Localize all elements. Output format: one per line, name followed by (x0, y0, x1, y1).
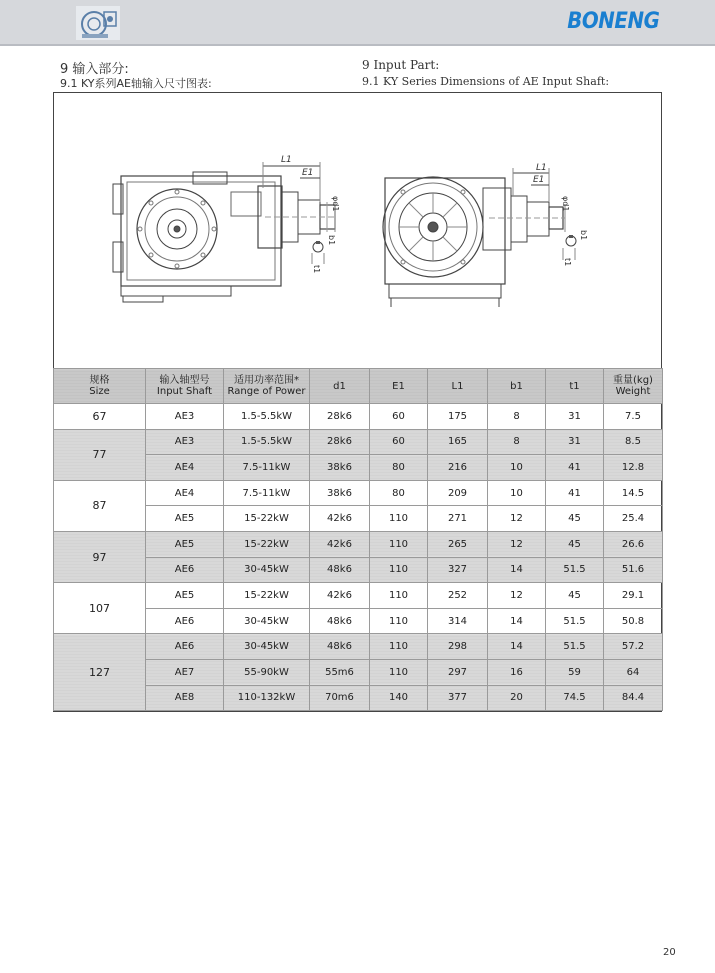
cell-t1: 31 (546, 429, 604, 455)
section-subtitle-cn: 9.1 KY系列AE轴输入尺寸图表: (60, 77, 212, 90)
size-cell: 97 (54, 531, 146, 582)
label-E1-right: E1 (533, 175, 545, 185)
cell-b1: 16 (488, 659, 546, 685)
col-header-d1: d1 (310, 369, 370, 404)
cell-b1: 12 (488, 531, 546, 557)
gear-reducer-logo-icon (74, 2, 122, 42)
cell-t1: 51.5 (546, 608, 604, 634)
cell-shaft: AE7 (146, 659, 224, 685)
cell-b1: 14 (488, 608, 546, 634)
cell-b1: 14 (488, 634, 546, 660)
cell-d1: 42k6 (310, 506, 370, 532)
dimension-table (53, 368, 663, 711)
cell-d1: 55m6 (310, 659, 370, 685)
size-cell: 77 (54, 429, 146, 480)
cell-power: 30-45kW (224, 634, 310, 660)
cell-e1: 110 (370, 557, 428, 583)
cell-shaft: AE6 (146, 557, 224, 583)
col-header-t1: t1 (546, 369, 604, 404)
cell-l1: 165 (428, 429, 488, 455)
cell-weight: 12.8 (604, 455, 663, 481)
table-row (54, 429, 663, 455)
section-subtitle-en: 9.1 KY Series Dimensions of AE Input Shaft: (362, 75, 610, 88)
cell-power: 30-45kW (224, 557, 310, 583)
cell-b1: 10 (488, 480, 546, 506)
label-t1-right: t1 (563, 258, 572, 267)
cell-power: 15-22kW (224, 506, 310, 532)
table-row (54, 659, 663, 685)
cell-power: 7.5-11kW (224, 480, 310, 506)
table-row (54, 531, 663, 557)
table-row (54, 685, 663, 711)
cell-t1: 51.5 (546, 557, 604, 583)
cell-power: 15-22kW (224, 531, 310, 557)
col-header-weight (604, 369, 663, 404)
cell-t1: 31 (546, 404, 604, 430)
cell-b1: 12 (488, 583, 546, 609)
cell-shaft: AE5 (146, 583, 224, 609)
col-header-l1: L1 (428, 369, 488, 404)
technical-drawing (53, 92, 662, 368)
size-cell: 67 (54, 404, 146, 430)
cell-power: 55-90kW (224, 659, 310, 685)
table-row (54, 583, 663, 609)
cell-t1: 51.5 (546, 634, 604, 660)
cell-power: 110-132kW (224, 685, 310, 711)
cell-t1: 41 (546, 455, 604, 481)
cell-weight: 29.1 (604, 583, 663, 609)
cell-e1: 80 (370, 480, 428, 506)
section-title-en: 9 Input Part: (362, 58, 440, 72)
cell-l1: 175 (428, 404, 488, 430)
cell-d1: 48k6 (310, 557, 370, 583)
header-weight-unit: (kg) (633, 375, 653, 386)
cell-l1: 265 (428, 531, 488, 557)
size-cell: 127 (54, 634, 146, 711)
cell-l1: 327 (428, 557, 488, 583)
col-header-b1: b1 (488, 369, 546, 404)
cell-weight: 26.6 (604, 531, 663, 557)
cell-e1: 60 (370, 429, 428, 455)
cell-e1: 110 (370, 659, 428, 685)
cell-t1: 45 (546, 506, 604, 532)
cell-shaft: AE4 (146, 455, 224, 481)
cell-l1: 297 (428, 659, 488, 685)
table-header-row (54, 369, 663, 404)
header-size-en: Size (89, 386, 110, 397)
header-power-en: Range of Power (227, 386, 306, 397)
cell-power: 30-45kW (224, 608, 310, 634)
cell-e1: 110 (370, 634, 428, 660)
header-size-cn: 规格 (89, 375, 110, 386)
cell-l1: 314 (428, 608, 488, 634)
label-d1-right: φd1 (561, 196, 570, 212)
label-L1: L1 (281, 155, 292, 165)
label-b1-right: b1 (579, 230, 588, 241)
cell-l1: 377 (428, 685, 488, 711)
size-cell: 107 (54, 583, 146, 634)
header-weight-en: Weight (615, 386, 651, 397)
table-row (54, 634, 663, 660)
col-header-size (54, 369, 146, 404)
col-header-power (224, 369, 310, 404)
cell-d1: 28k6 (310, 429, 370, 455)
cell-b1: 10 (488, 455, 546, 481)
table-body (54, 404, 663, 711)
cell-d1: 70m6 (310, 685, 370, 711)
table-row (54, 455, 663, 481)
cell-shaft: AE8 (146, 685, 224, 711)
cell-l1: 252 (428, 583, 488, 609)
cell-d1: 48k6 (310, 634, 370, 660)
size-cell: 87 (54, 480, 146, 531)
page-number: 20 (663, 947, 676, 958)
cell-d1: 48k6 (310, 608, 370, 634)
cell-d1: 42k6 (310, 531, 370, 557)
cell-t1: 59 (546, 659, 604, 685)
label-E1: E1 (302, 168, 314, 178)
cell-e1: 110 (370, 583, 428, 609)
cell-power: 7.5-11kW (224, 455, 310, 481)
section-title-cn: 9 输入部分: (60, 62, 129, 77)
header-shaft-en: Input Shaft (156, 386, 213, 397)
label-d1: φd1 (331, 196, 340, 212)
header-weight-cn: 重量 (613, 375, 634, 386)
cell-shaft: AE3 (146, 429, 224, 455)
cell-t1: 74.5 (546, 685, 604, 711)
cell-b1: 8 (488, 404, 546, 430)
cell-shaft: AE6 (146, 608, 224, 634)
table-row (54, 557, 663, 583)
cell-weight: 64 (604, 659, 663, 685)
col-header-e1: E1 (370, 369, 428, 404)
label-t1: t1 (312, 265, 321, 274)
cell-d1: 38k6 (310, 455, 370, 481)
cell-d1: 28k6 (310, 404, 370, 430)
side-view-drawing (113, 155, 340, 302)
cell-b1: 12 (488, 506, 546, 532)
cell-power: 1.5-5.5kW (224, 429, 310, 455)
cell-weight: 7.5 (604, 404, 663, 430)
cell-weight: 57.2 (604, 634, 663, 660)
cell-power: 15-22kW (224, 583, 310, 609)
header-shaft-cn: 输入轴型号 (159, 375, 210, 386)
cell-weight: 8.5 (604, 429, 663, 455)
cell-weight: 84.4 (604, 685, 663, 711)
cell-l1: 209 (428, 480, 488, 506)
cell-power: 1.5-5.5kW (224, 404, 310, 430)
table-row (54, 404, 663, 430)
cell-b1: 20 (488, 685, 546, 711)
cell-t1: 45 (546, 583, 604, 609)
cell-b1: 14 (488, 557, 546, 583)
cell-e1: 80 (370, 455, 428, 481)
cell-t1: 41 (546, 480, 604, 506)
label-b1: b1 (327, 235, 336, 246)
cell-l1: 271 (428, 506, 488, 532)
header-power-cn: 适用功率范围* (234, 375, 299, 386)
label-L1-right: L1 (536, 163, 547, 173)
cell-e1: 140 (370, 685, 428, 711)
cell-weight: 14.5 (604, 480, 663, 506)
cell-shaft: AE6 (146, 634, 224, 660)
cell-weight: 50.8 (604, 608, 663, 634)
col-header-input-shaft (146, 369, 224, 404)
cell-l1: 216 (428, 455, 488, 481)
cell-e1: 110 (370, 506, 428, 532)
cell-shaft: AE4 (146, 480, 224, 506)
cell-e1: 110 (370, 531, 428, 557)
cell-t1: 45 (546, 531, 604, 557)
cell-weight: 51.6 (604, 557, 663, 583)
table-row (54, 608, 663, 634)
cell-shaft: AE5 (146, 531, 224, 557)
cell-shaft: AE5 (146, 506, 224, 532)
cell-e1: 110 (370, 608, 428, 634)
cell-e1: 60 (370, 404, 428, 430)
table-row (54, 506, 663, 532)
cell-weight: 25.4 (604, 506, 663, 532)
front-view-drawing (383, 163, 588, 307)
cell-l1: 298 (428, 634, 488, 660)
cell-shaft: AE3 (146, 404, 224, 430)
cell-b1: 8 (488, 429, 546, 455)
brand-logo: BONENG (566, 9, 659, 34)
table-row (54, 480, 663, 506)
cell-d1: 42k6 (310, 583, 370, 609)
cell-d1: 38k6 (310, 480, 370, 506)
